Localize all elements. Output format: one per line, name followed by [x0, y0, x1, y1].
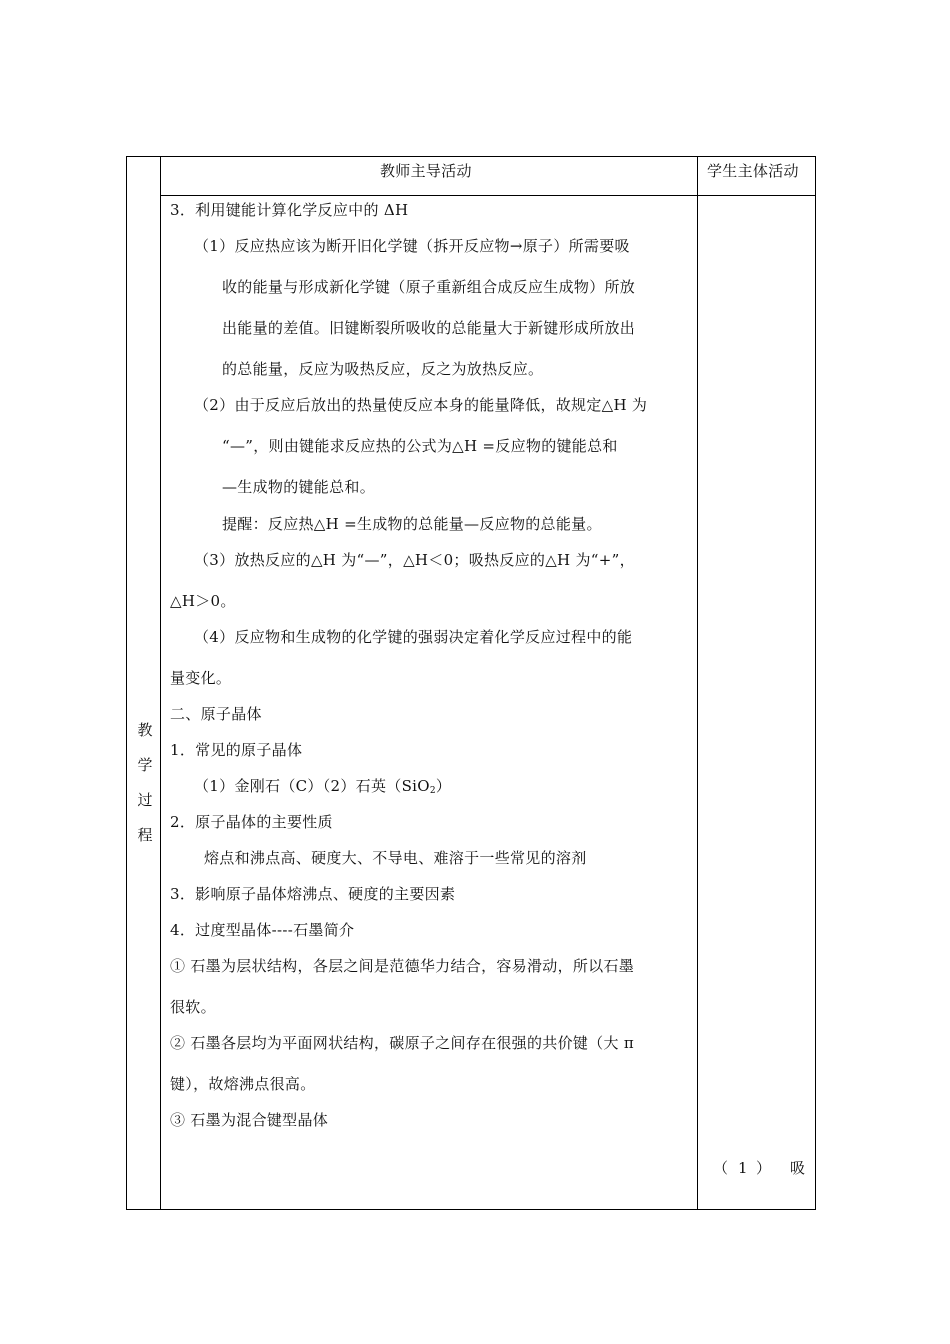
- content-line: ③ 石墨为混合键型晶体: [170, 1111, 329, 1129]
- student-note-char: （: [713, 1159, 729, 1177]
- table-column-divider-2: [697, 156, 698, 1210]
- table-header-divider: [160, 195, 816, 196]
- table-border-right: [815, 156, 816, 1210]
- content-line: （1）金刚石（C）（2）石英（SiO$_2$）: [194, 777, 452, 796]
- side-label-char: 程: [137, 826, 153, 844]
- table-border-top: [126, 156, 816, 157]
- content-line: 3．利用键能计算化学反应中的 ΔH: [170, 201, 409, 219]
- content-line: —生成物的键能总和。: [222, 478, 376, 496]
- content-line: 收的能量与形成新化学键（原子重新组合成反应生成物）所放: [222, 278, 636, 296]
- student-note-char: ）: [756, 1159, 772, 1177]
- content-line: （1）反应热应该为断开旧化学键（拆开反应物→原子）所需要吸: [194, 237, 630, 255]
- table-border-left: [126, 156, 127, 1210]
- teacher-activity-header: 教师主导活动: [380, 162, 472, 180]
- side-label-char: 教: [137, 721, 153, 739]
- student-note-char: 吸: [790, 1159, 806, 1177]
- content-line: （3）放热反应的△H 为“—”，△H＜0；吸热反应的△H 为“+”，: [194, 551, 635, 569]
- content-line: △H＞0。: [170, 592, 236, 610]
- content-line: 提醒：反应热△H =生成物的总能量—反应物的总能量。: [222, 515, 602, 533]
- table-border-bottom: [126, 1209, 816, 1210]
- table-column-divider-1: [160, 156, 161, 1210]
- content-line: ② 石墨各层均为平面网状结构，碳原子之间存在很强的共价键（大 π: [170, 1034, 634, 1052]
- content-line: 2．原子晶体的主要性质: [170, 813, 333, 831]
- content-line: 键），故熔沸点很高。: [170, 1075, 316, 1093]
- content-line: “—”，则由键能求反应热的公式为△H =反应物的键能总和: [222, 437, 618, 455]
- content-line: 量变化。: [170, 669, 232, 687]
- side-label-char: 学: [137, 756, 153, 774]
- content-line: 很软。: [170, 998, 216, 1016]
- content-line: （4）反应物和生成物的化学键的强弱决定着化学反应过程中的能: [194, 628, 633, 646]
- content-line: 出能量的差值。旧键断裂所吸收的总能量大于新键形成所放出: [222, 319, 636, 337]
- section-heading: 二、原子晶体: [170, 705, 262, 723]
- content-line: 4．过度型晶体----石墨简介: [170, 921, 355, 939]
- student-note-char: 1: [738, 1159, 748, 1177]
- content-line: 1．常见的原子晶体: [170, 741, 303, 759]
- student-activity-header: 学生主体活动: [707, 162, 799, 180]
- content-line: ① 石墨为层状结构，各层之间是范德华力结合，容易滑动，所以石墨: [170, 957, 635, 975]
- content-line: 3．影响原子晶体熔沸点、硬度的主要因素: [170, 885, 456, 903]
- content-line: 熔点和沸点高、硬度大、不导电、难溶于一些常见的溶剂: [204, 849, 587, 867]
- side-label-char: 过: [137, 791, 153, 809]
- content-line: 的总能量，反应为吸热反应，反之为放热反应。: [222, 360, 544, 378]
- content-line: （2）由于反应后放出的热量使反应本身的能量降低，故规定△H 为: [194, 396, 648, 414]
